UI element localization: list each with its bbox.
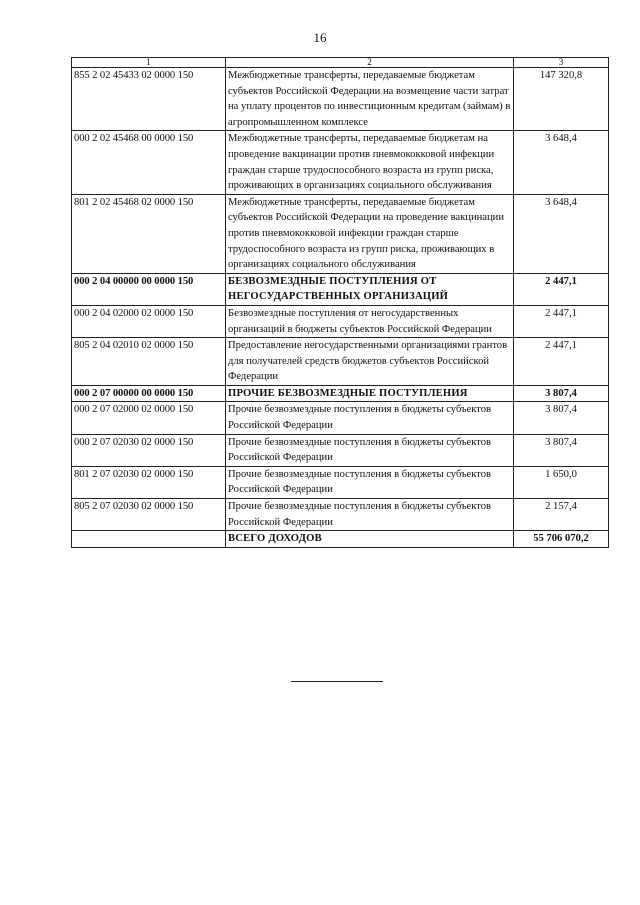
column-number: 1 — [72, 58, 226, 68]
amount-cell: 1 650,0 — [514, 466, 609, 498]
amount-cell: 3 807,4 — [514, 385, 609, 402]
description-cell: Прочие безвозмездные поступления в бюджеты субъектов Российской Федерации — [226, 402, 514, 434]
description-cell: ПРОЧИЕ БЕЗВОЗМЕЗДНЫЕ ПОСТУПЛЕНИЯ — [226, 385, 514, 402]
description-cell: Предоставление негосударственными организациями грантов для получателей средств бюджетов субъектов Российской Федерации — [226, 338, 514, 386]
budget-code-cell: 805 2 07 02030 02 0000 150 — [72, 499, 226, 531]
amount-cell: 3 648,4 — [514, 194, 609, 273]
table-row — [72, 194, 609, 273]
table-row-section — [72, 385, 609, 402]
table-row — [72, 402, 609, 434]
column-number: 2 — [226, 58, 514, 68]
budget-table-body — [72, 58, 609, 548]
budget-code-cell: 801 2 07 02030 02 0000 150 — [72, 466, 226, 498]
budget-code-cell: 855 2 02 45433 02 0000 150 — [72, 68, 226, 131]
description-cell: Безвозмездные поступления от негосударственных организаций в бюджеты субъектов Российской Федерации — [226, 305, 514, 337]
amount-cell: 2 447,1 — [514, 273, 609, 305]
budget-code-cell: 000 2 02 45468 00 0000 150 — [72, 131, 226, 194]
table-row — [72, 466, 609, 498]
page-number: 16 — [313, 30, 327, 45]
description-cell: Прочие безвозмездные поступления в бюджеты субъектов Российской Федерации — [226, 434, 514, 466]
table-row — [72, 68, 609, 131]
table-row — [72, 434, 609, 466]
budget-code-cell: 801 2 02 45468 02 0000 150 — [72, 194, 226, 273]
amount-cell: 55 706 070,2 — [514, 531, 609, 548]
table-row — [72, 305, 609, 337]
budget-code-cell: 000 2 07 02030 02 0000 150 — [72, 434, 226, 466]
description-cell: БЕЗВОЗМЕЗДНЫЕ ПОСТУПЛЕНИЯ ОТ НЕГОСУДАРСТВЕННЫХ ОРГАНИЗАЦИЙ — [226, 273, 514, 305]
column-number: 3 — [514, 58, 609, 68]
description-cell: Прочие безвозмездные поступления в бюджеты субъектов Российской Федерации — [226, 499, 514, 531]
table-row-section — [72, 531, 609, 548]
amount-cell: 2 447,1 — [514, 305, 609, 337]
description-cell: Межбюджетные трансферты, передаваемые бюджетам субъектов Российской Федерации на проведение вакцинации против пневмококковой инфекции граждан старше трудоспособного возраста из групп риска, проживающих в организациях социального обслуживания — [226, 194, 514, 273]
amount-cell: 3 807,4 — [514, 434, 609, 466]
budget-code-cell: 805 2 04 02010 02 0000 150 — [72, 338, 226, 386]
end-rule — [291, 681, 383, 682]
table-row — [72, 499, 609, 531]
budget-code-cell: 000 2 04 02000 02 0000 150 — [72, 305, 226, 337]
budget-table — [71, 57, 609, 548]
budget-code-cell: 000 2 04 00000 00 0000 150 — [72, 273, 226, 305]
table-row — [72, 131, 609, 194]
budget-code-cell: 000 2 07 00000 00 0000 150 — [72, 385, 226, 402]
budget-code-cell — [72, 531, 226, 548]
amount-cell: 2 447,1 — [514, 338, 609, 386]
description-cell: Прочие безвозмездные поступления в бюджеты субъектов Российской Федерации — [226, 466, 514, 498]
amount-cell: 147 320,8 — [514, 68, 609, 131]
amount-cell: 2 157,4 — [514, 499, 609, 531]
table-row-section — [72, 273, 609, 305]
column-number-row — [72, 58, 609, 68]
budget-code-cell: 000 2 07 02000 02 0000 150 — [72, 402, 226, 434]
description-cell: Межбюджетные трансферты, передаваемые бюджетам субъектов Российской Федерации на возмещение части затрат на уплату процентов по инвестиционным кредитам (займам) в агропромышленном комплексе — [226, 68, 514, 131]
description-cell: Межбюджетные трансферты, передаваемые бюджетам на проведение вакцинации против пневмококковой инфекции граждан старше трудоспособного возраста из групп риска, проживающих в организациях социального обслуживания — [226, 131, 514, 194]
description-cell: ВСЕГО ДОХОДОВ — [226, 531, 514, 548]
table-row — [72, 338, 609, 386]
amount-cell: 3 648,4 — [514, 131, 609, 194]
amount-cell: 3 807,4 — [514, 402, 609, 434]
